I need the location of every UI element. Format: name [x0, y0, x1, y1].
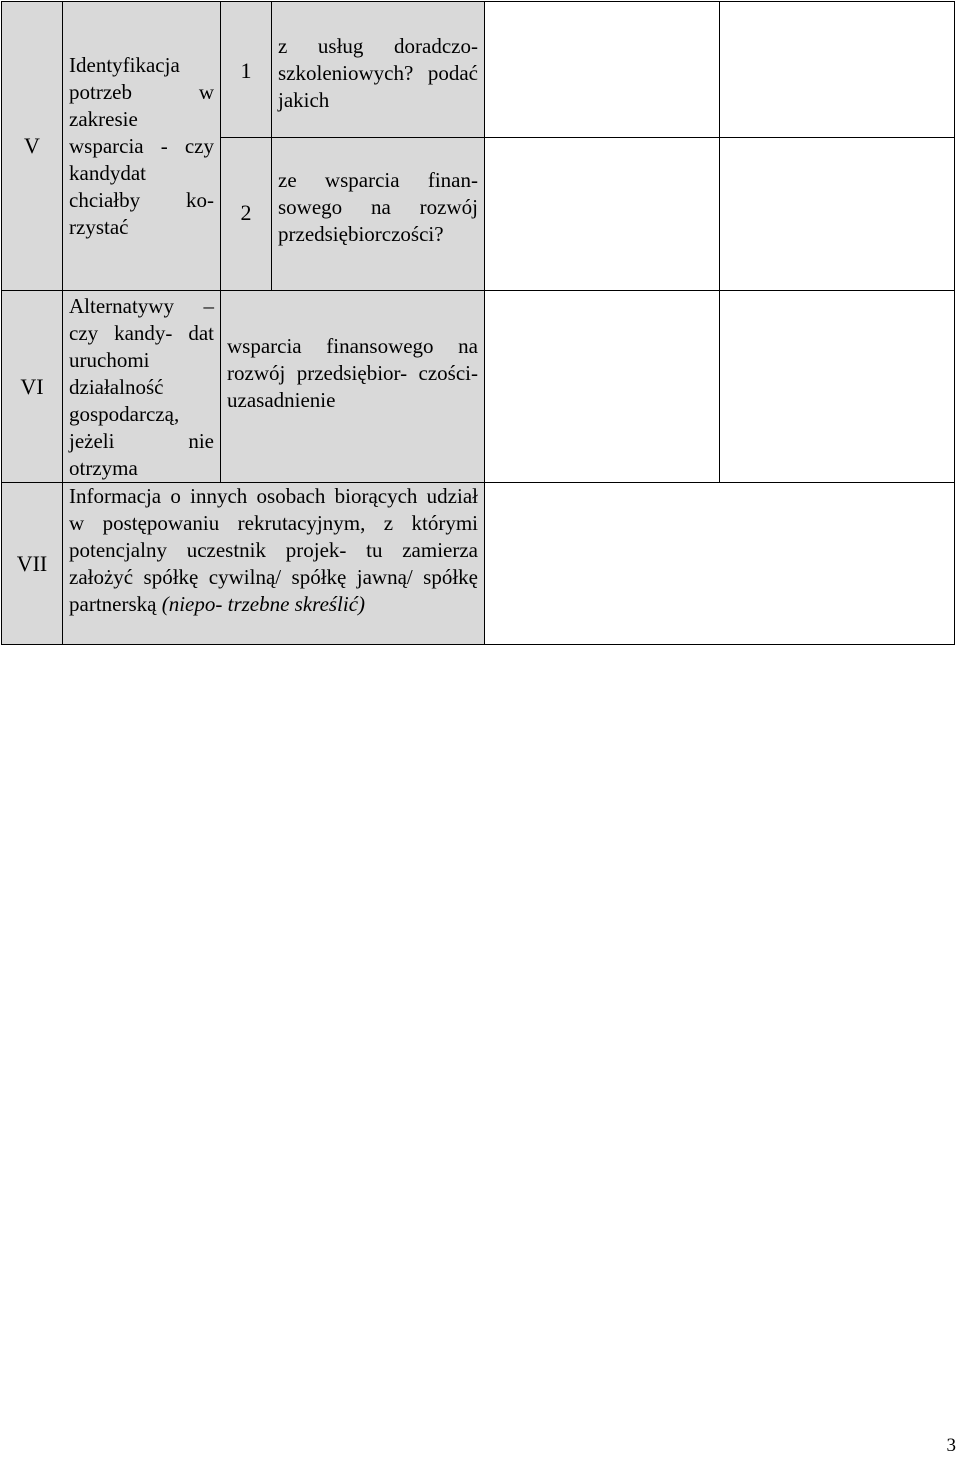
- row-vii-answer: [484, 482, 955, 645]
- row-vii-text-main: Informacja o innych osobach biorących udział w postępowaniu rekrutacyjnym, z którymi potencjalny uczestnik projek- tu zamierza założyć spółkę cywilną/ spółkę jawną/ spółkę partnerską: [69, 484, 478, 616]
- row-vi-answer-left: [484, 290, 720, 483]
- row-v-sub1-answer-right: [719, 1, 955, 138]
- row-vi-text: wsparcia finansowego na rozwój przedsiębior- czości- uzasadnienie: [227, 334, 478, 412]
- row-v-label: Identyfikacja potrzeb w zakresie wsparcia - czy kandydat chciałby ko- rzystać: [69, 53, 214, 239]
- row-vii-numeral-cell: [1, 482, 63, 645]
- row-v-sub1-number-cell: [220, 1, 272, 138]
- row-v-sub2-number: 2: [240, 200, 252, 225]
- row-vi-text-cell: [220, 290, 485, 483]
- row-vi-label: Alternatywy – czy kandy- dat uruchomi działalność gospodarczą, jeżeli nie otrzyma: [69, 294, 214, 480]
- row-vi-numeral-cell: [1, 290, 63, 483]
- row-vii-text-cell: [62, 482, 485, 645]
- row-vi-label-cell: [62, 290, 221, 483]
- row-v-sub2-number-cell: [220, 137, 272, 291]
- row-v-sub1-text-cell: [271, 1, 485, 138]
- row-v-sub2-text-cell: [271, 137, 485, 291]
- row-v-label-cell: [62, 1, 221, 291]
- row-v-sub1-text: z usług doradczo- szkoleniowych? podać jakich: [278, 34, 478, 112]
- row-vi-answer-right: [719, 290, 955, 483]
- row-v-sub1-number: 1: [240, 58, 252, 83]
- row-v-sub1-answer-left: [484, 1, 720, 138]
- row-vii-text-italic: (niepo- trzebne skreślić): [161, 592, 366, 616]
- row-vii-text: [63, 483, 484, 618]
- row-vi-numeral: VI: [20, 373, 44, 399]
- row-v-numeral: V: [24, 133, 40, 158]
- row-v-sub2-answer-left: [484, 137, 720, 291]
- row-v-sub2-text: ze wsparcia finan- sowego na rozwój przedsiębiorczości?: [278, 168, 478, 246]
- row-v-numeral-cell: [1, 1, 63, 291]
- page-number: 3: [946, 1435, 956, 1456]
- row-vii-numeral: VII: [16, 550, 48, 576]
- row-v-sub2-answer-right: [719, 137, 955, 291]
